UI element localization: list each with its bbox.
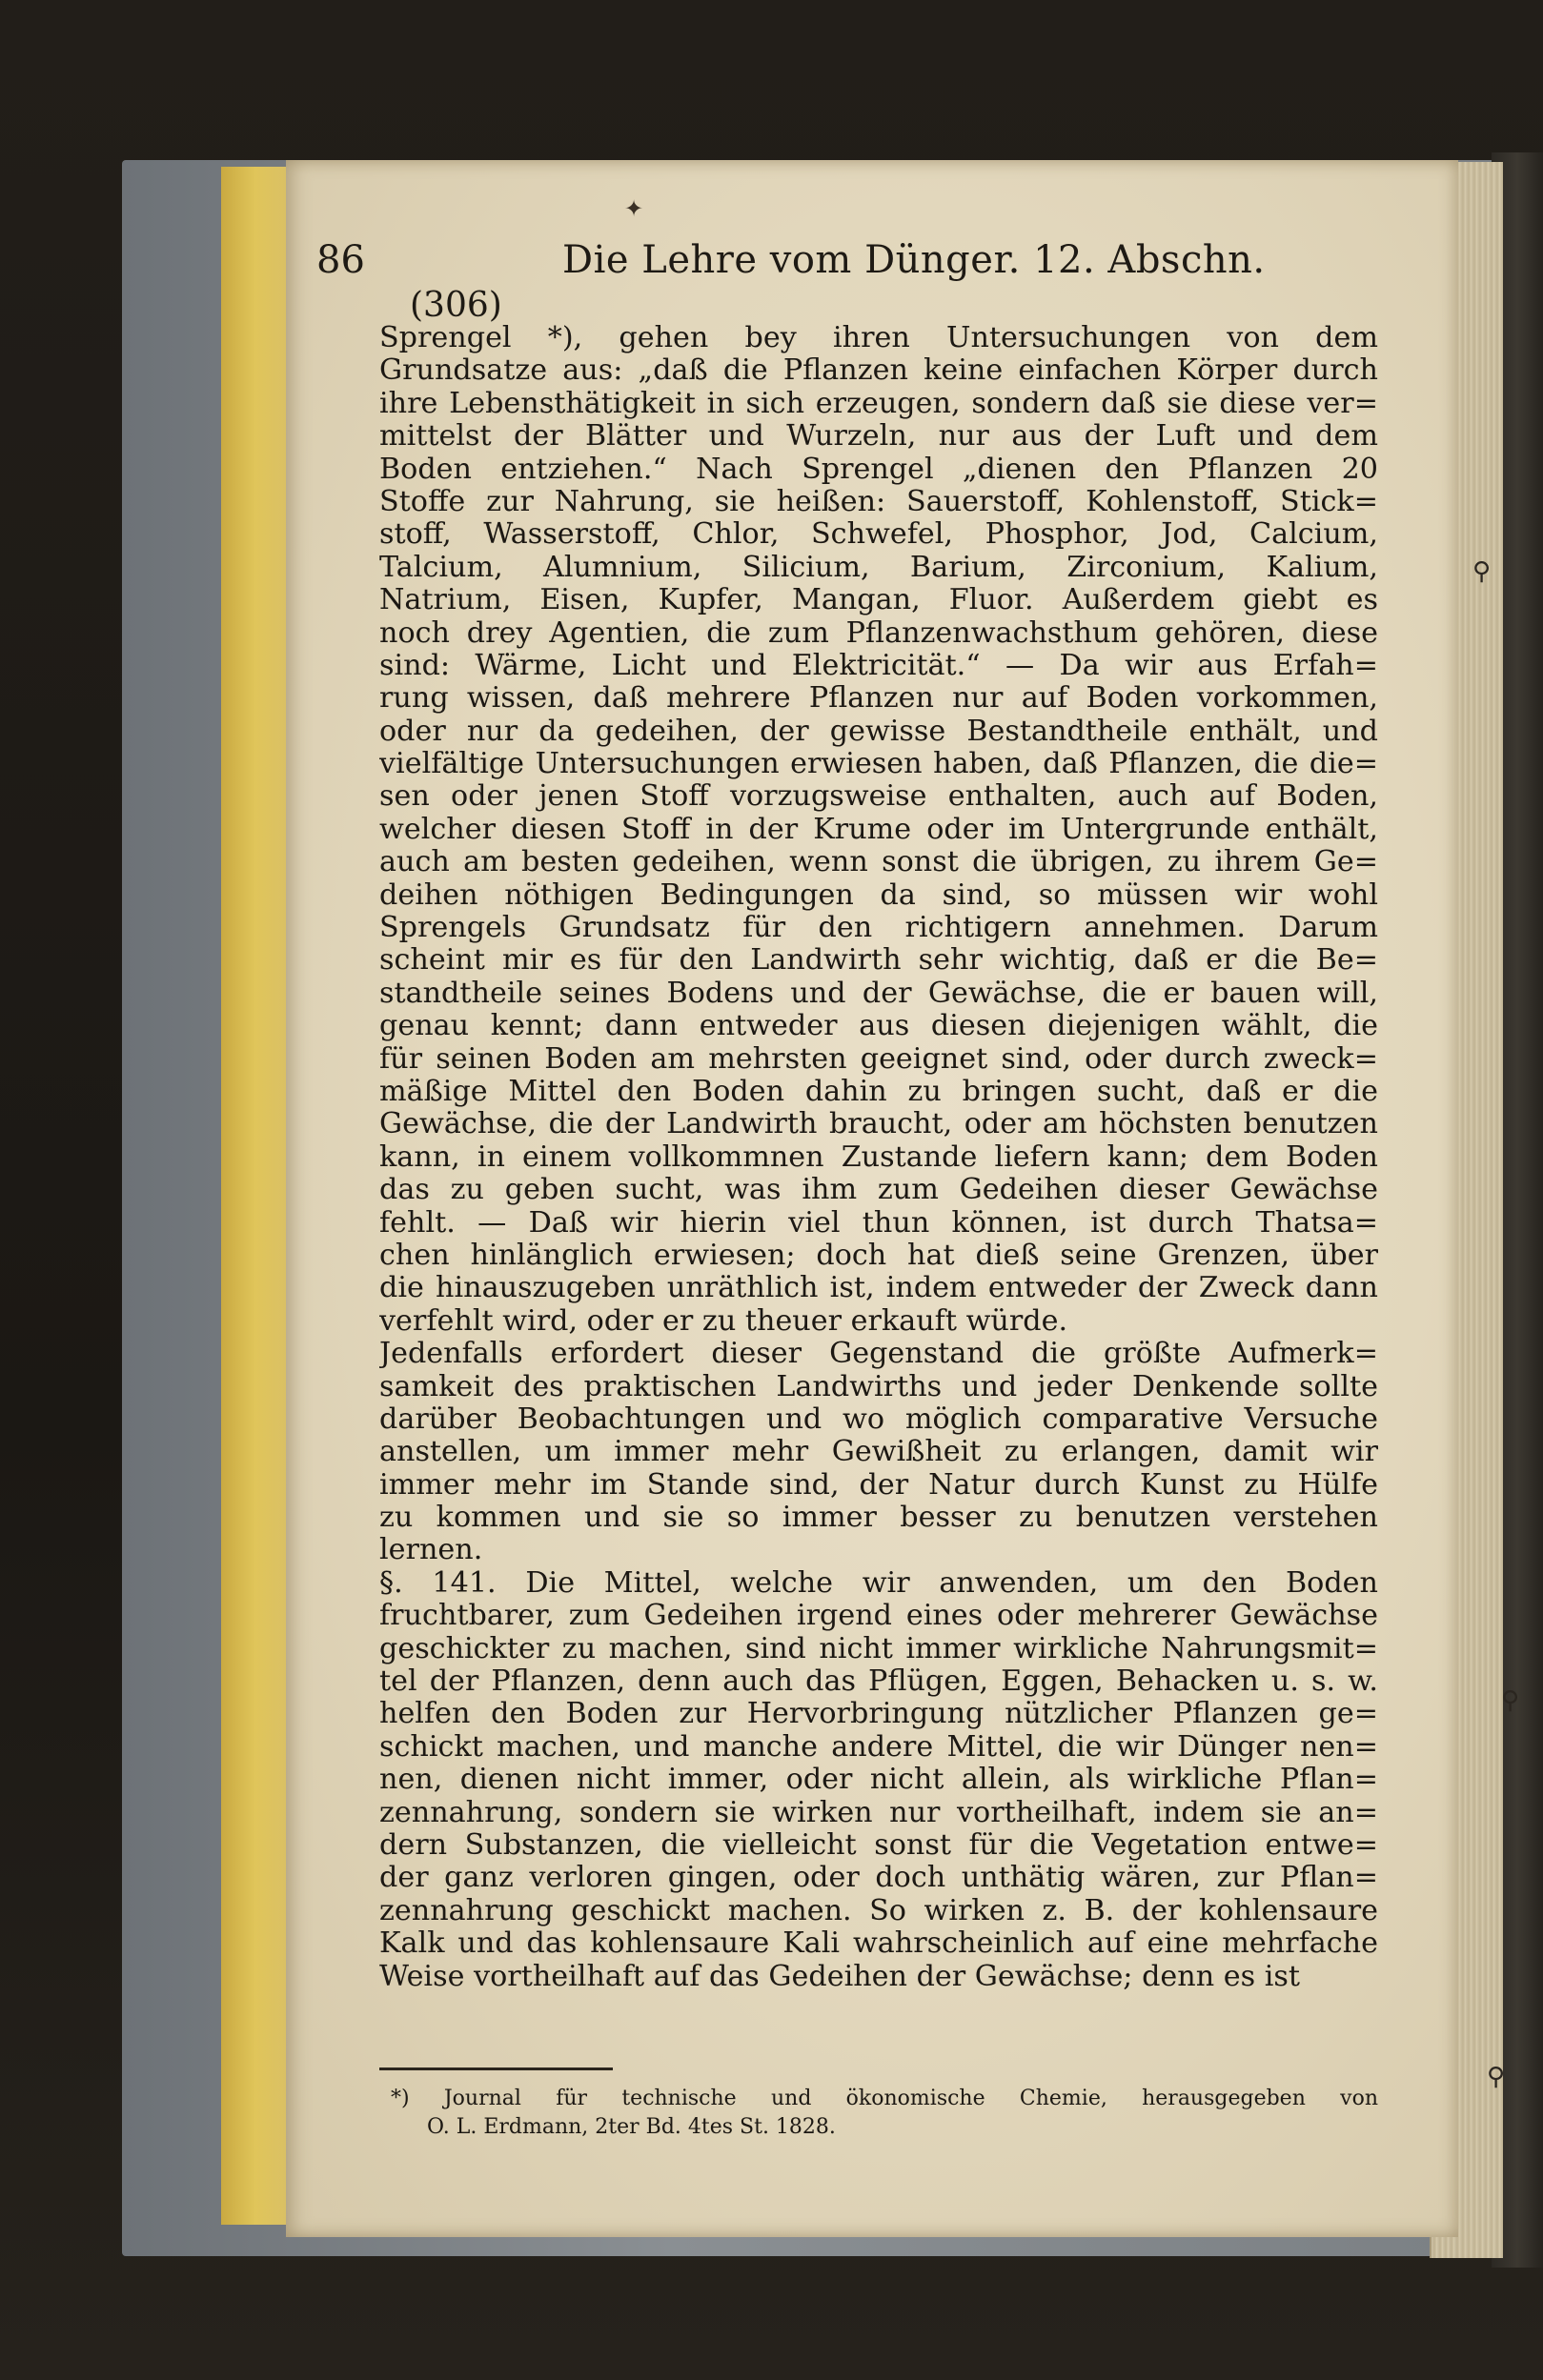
text-line: Kalk und das kohlensaure Kali wahrscheinlich auf eine mehrfache xyxy=(379,1927,1378,1961)
text-line: Weise vortheilhaft auf das Gedeihen der Gewächse; denn es ist xyxy=(379,1960,1300,1993)
text-line: mittelst der Blätter und Wurzeln, nur aus der Luft und dem xyxy=(379,420,1378,454)
text-line: Sprengels Grundsatz für den richtigern annehmen. Darum xyxy=(379,912,1378,945)
text-line: stoff, Wasserstoff, Chlor, Schwefel, Phosphor, Jod, Calcium, xyxy=(379,518,1378,552)
text-line: Talcium, Alumnium, Silicium, Barium, Zirconium, Kalium, xyxy=(379,551,1378,584)
text-line: Stoffe zur Nahrung, sie heißen: Sauerstoff, Kohlenstoff, Stick= xyxy=(379,485,1378,518)
text-line: darüber Beobachtungen und wo möglich comparative Versuche xyxy=(379,1402,1378,1436)
footnote-line: *) Journal für technische und ökonomische Chemie, herausgegeben von xyxy=(391,2087,1378,2110)
text-line: die hinauszugeben unräthlich ist, indem entweder der Zweck dann xyxy=(379,1272,1378,1305)
text-line: deihen nöthigen Bedingungen da sind, so müssen wir wohl xyxy=(379,878,1378,912)
text-line: ihre Lebensthätigkeit in sich erzeugen, sondern daß sie diese ver= xyxy=(379,387,1378,420)
running-head: Die Lehre vom Dünger. 12. Abschn. xyxy=(562,238,1266,282)
text-line: Sprengel *), gehen bey ihren Untersuchungen von dem xyxy=(379,322,1378,354)
text-line: samkeit des praktischen Landwirths und jeder Denkende sollte xyxy=(379,1370,1378,1403)
text-line: anstellen, um immer mehr Gewißheit zu erlangen, damit wir xyxy=(379,1436,1378,1469)
text-line: §. 141. Die Mittel, welche wir anwenden, um den Boden xyxy=(379,1566,1378,1600)
page-number: 86 xyxy=(316,238,365,282)
text-line: sen oder jenen Stoff vorzugsweise enthalten, auch auf Boden, xyxy=(379,780,1378,814)
text-line: mäßige Mittel den Boden dahin zu bringen sucht, daß er die xyxy=(379,1075,1378,1108)
text-line: Gewächse, die der Landwirth braucht, oder am höchsten benutzen xyxy=(379,1108,1378,1141)
text-line: tel der Pflanzen, denn auch das Pflügen, Eggen, Behacken u. s. w. xyxy=(379,1665,1378,1699)
text-line: dern Substanzen, die vielleicht sonst für die Vegetation entwe= xyxy=(379,1828,1378,1862)
ornament-icon: ✦ xyxy=(624,195,644,222)
text-line: für seinen Boden am mehrsten geeignet sind, oder durch zweck= xyxy=(379,1042,1378,1076)
text-line: nen, dienen nicht immer, oder nicht allein, als wirkliche Pflan= xyxy=(379,1764,1378,1797)
page-header xyxy=(316,238,1412,286)
text-line: zennahrung, sondern sie wirken nur vortheilhaft, indem sie an= xyxy=(379,1796,1378,1829)
text-line: lernen. xyxy=(379,1534,483,1567)
text-line: auch am besten gedeihen, wenn sonst die übrigen, zu ihrem Ge= xyxy=(379,846,1378,879)
section-ref: (306) xyxy=(410,286,502,325)
text-line: Natrium, Eisen, Kupfer, Mangan, Fluor. Außerdem giebt es xyxy=(379,584,1378,617)
text-line: genau kennt; dann entweder aus diesen diejenigen wählt, die xyxy=(379,1010,1378,1043)
text-line: geschickter zu machen, sind nicht immer wirkliche Nahrungsmit= xyxy=(379,1632,1378,1665)
text-line: sind: Wärme, Licht und Elektricität.“ — Da wir aus Erfah= xyxy=(379,649,1378,682)
margin-pin-icon: ⚲ xyxy=(1472,557,1492,586)
paragraph xyxy=(379,1338,1378,1567)
margin-pin-icon: ⚲ xyxy=(1487,2063,1506,2091)
text-line: helfen den Boden zur Hervorbringung nützlicher Pflanzen ge= xyxy=(379,1698,1378,1731)
text-line: zennahrung geschickt machen. So wirken z. B. der kohlensaure xyxy=(379,1894,1378,1927)
text-line: zu kommen und sie so immer besser zu benutzen verstehen xyxy=(379,1502,1378,1535)
footnote-rule xyxy=(379,2067,613,2070)
text-line: scheint mir es für den Landwirth sehr wichtig, daß er die Be= xyxy=(379,944,1378,978)
footnote-line: O. L. Erdmann, 2ter Bd. 4tes St. 1828. xyxy=(427,2115,836,2139)
text-line: welcher diesen Stoff in der Krume oder im Untergrunde enthält, xyxy=(379,813,1378,846)
text-line: Jedenfalls erfordert dieser Gegenstand die größte Aufmerk= xyxy=(379,1338,1378,1371)
text-line: rung wissen, daß mehrere Pflanzen nur auf Boden vorkommen, xyxy=(379,682,1378,716)
text-line: Grundsatze aus: „daß die Pflanzen keine einfachen Körper durch xyxy=(379,354,1378,388)
text-line: das zu geben sucht, was ihm zum Gedeihen dieser Gewächse xyxy=(379,1174,1378,1207)
text-line: kann, in einem vollkommnen Zustande liefern kann; dem Boden xyxy=(379,1140,1378,1174)
text-line: oder nur da gedeihen, der gewisse Bestandtheile enthält, und xyxy=(379,715,1378,748)
text-line: vielfältige Untersuchungen erwiesen haben, daß Pflanzen, die die= xyxy=(379,748,1378,781)
text-line: schickt machen, und manche andere Mittel, die wir Dünger nen= xyxy=(379,1730,1378,1764)
body-text xyxy=(379,322,1378,1993)
text-line: fruchtbarer, zum Gedeihen irgend eines oder mehrerer Gewächse xyxy=(379,1600,1378,1633)
paragraph xyxy=(379,1567,1378,1993)
paragraph xyxy=(379,322,1378,1338)
text-line: immer mehr im Stande sind, der Natur durch Kunst zu Hülfe xyxy=(379,1468,1378,1502)
margin-pin-icon: ⚲ xyxy=(1501,1686,1520,1715)
footnote xyxy=(391,2085,1378,2142)
text-line: verfehlt wird, oder er zu theuer erkauft würde. xyxy=(379,1304,1068,1338)
text-line: noch drey Agentien, die zum Pflanzenwachsthum gehören, diese xyxy=(379,616,1378,650)
text-line: Boden entziehen.“ Nach Sprengel „dienen den Pflanzen 20 xyxy=(379,453,1378,486)
text-line: fehlt. — Daß wir hierin viel thun können, ist durch Thatsa= xyxy=(379,1206,1378,1240)
text-line: der ganz verloren gingen, oder doch unthätig wären, zur Pflan= xyxy=(379,1862,1378,1895)
text-line: chen hinlänglich erwiesen; doch hat dieß seine Grenzen, über xyxy=(379,1239,1378,1272)
text-line: standtheile seines Bodens und der Gewächse, die er bauen will, xyxy=(379,977,1378,1010)
